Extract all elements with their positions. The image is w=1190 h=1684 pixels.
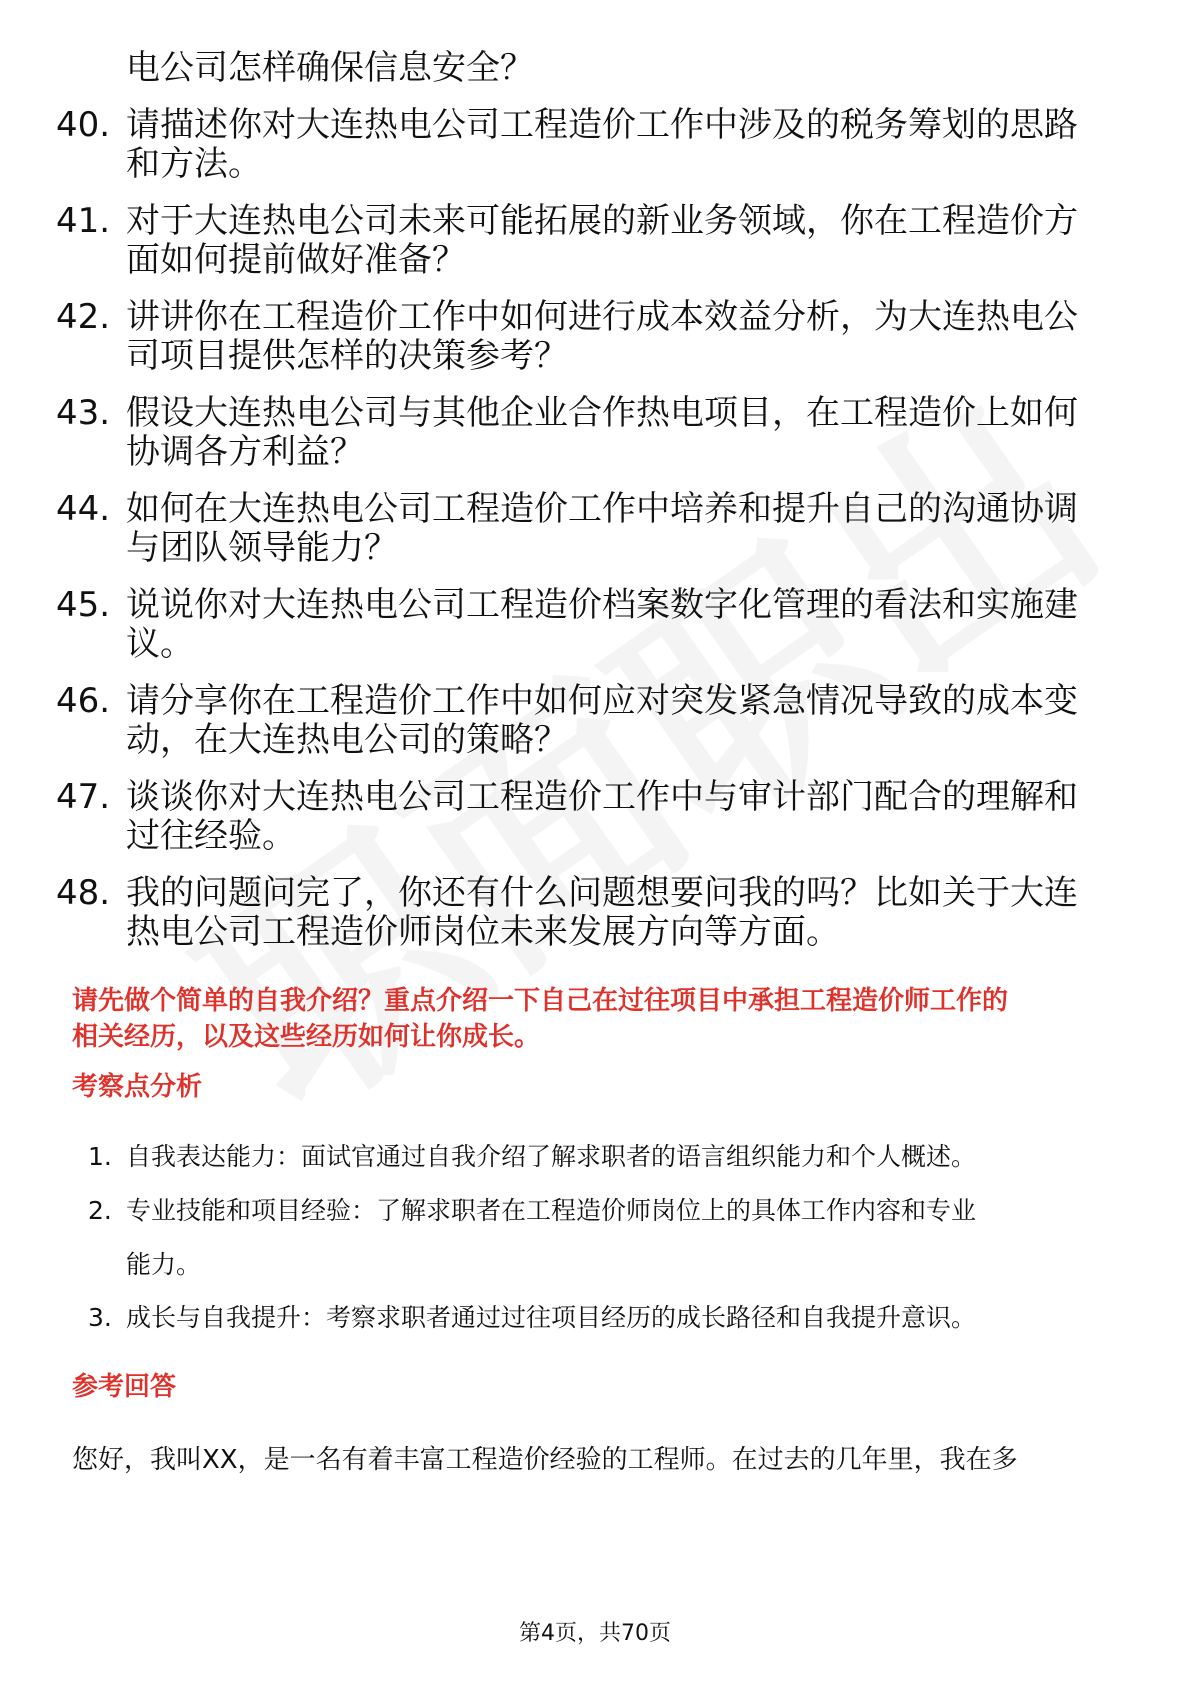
list-item-continuation bbox=[0, 140, 1190, 188]
question-number: 44. bbox=[56, 489, 111, 529]
question-text: 讲讲你在工程造价工作中如何进行成本效益分析，为大连热电公 bbox=[126, 297, 1078, 337]
list-number: 1. bbox=[88, 1142, 112, 1171]
question-number: 45. bbox=[56, 585, 111, 625]
list-item-continuation bbox=[0, 812, 1190, 860]
section-heading-answer: 参考回答 bbox=[72, 1372, 177, 1402]
question-text: 面如何提前做好准备？ bbox=[126, 240, 466, 280]
list-item-text: 专业技能和项目经验：了解求职者在工程造价师岗位上的具体工作内容和专业 bbox=[126, 1196, 977, 1225]
question-text: 议。 bbox=[126, 624, 194, 664]
question-text: 热电公司工程造价师岗位未来发展方向等方面。 bbox=[126, 912, 840, 952]
question-text: 司项目提供怎样的决策参考？ bbox=[126, 336, 568, 376]
question-text: 我的问题问完了，你还有什么问题想要问我的吗？比如关于大连 bbox=[126, 873, 1078, 913]
question-text: 假设大连热电公司与其他企业合作热电项目，在工程造价上如何 bbox=[126, 393, 1078, 433]
list-number: 2. bbox=[88, 1196, 112, 1225]
question-number: 47. bbox=[56, 777, 111, 817]
intro-question-line: 请先做个简单的自我介绍？重点介绍一下自己在过往项目中承担工程造价师工作的 bbox=[72, 986, 1009, 1016]
question-text: 与团队领导能力？ bbox=[126, 528, 398, 568]
list-item-continuation bbox=[0, 428, 1190, 476]
list-item-continuation bbox=[0, 620, 1190, 668]
question-text: 如何在大连热电公司工程造价工作中培养和提升自己的沟通协调 bbox=[126, 489, 1078, 529]
question-text: 过往经验。 bbox=[126, 816, 296, 856]
list-item-text: 自我表达能力：面试官通过自我介绍了解求职者的语言组织能力和个人概述。 bbox=[126, 1142, 977, 1171]
list-item-continuation bbox=[0, 716, 1190, 764]
list-number: 3. bbox=[88, 1303, 112, 1332]
list-item-continuation bbox=[0, 332, 1190, 380]
list-item-continuation bbox=[0, 236, 1190, 284]
question-number: 41. bbox=[56, 201, 111, 241]
section-heading-analysis: 考察点分析 bbox=[72, 1072, 203, 1102]
question-number: 48. bbox=[56, 873, 111, 913]
list-item-continuation bbox=[0, 524, 1190, 572]
question-text: 对于大连热电公司未来可能拓展的新业务领域，你在工程造价方 bbox=[126, 201, 1078, 241]
list-item-text: 能力。 bbox=[126, 1250, 202, 1279]
page-number: 第4页，共70页 bbox=[519, 1621, 671, 1646]
question-text: 请描述你对大连热电公司工程造价工作中涉及的税务筹划的思路 bbox=[126, 105, 1078, 145]
question-number: 43. bbox=[56, 393, 111, 433]
question-text: 动，在大连热电公司的策略？ bbox=[126, 720, 568, 760]
list-item-continuation bbox=[0, 908, 1190, 956]
answer-paragraph: 您好，我叫XX，是一名有着丰富工程造价经验的工程师。在过去的几年里，我在多 bbox=[72, 1445, 1018, 1475]
list-item bbox=[0, 44, 1190, 92]
question-text: 请分享你在工程造价工作中如何应对突发紧急情况导致的成本变 bbox=[126, 681, 1078, 721]
intro-question-line: 相关经历，以及这些经历如何让你成长。 bbox=[72, 1022, 541, 1052]
question-number: 46. bbox=[56, 681, 111, 721]
question-number: 40. bbox=[56, 105, 111, 145]
list-item-text: 成长与自我提升：考察求职者通过过往项目经历的成长路径和自我提升意识。 bbox=[126, 1303, 977, 1332]
question-number: 42. bbox=[56, 297, 111, 337]
question-text: 电公司怎样确保信息安全？ bbox=[126, 48, 534, 88]
question-text: 协调各方利益？ bbox=[126, 432, 364, 472]
question-text: 谈谈你对大连热电公司工程造价工作中与审计部门配合的理解和 bbox=[126, 777, 1078, 817]
question-text: 和方法。 bbox=[126, 144, 262, 184]
question-text: 说说你对大连热电公司工程造价档案数字化管理的看法和实施建 bbox=[126, 585, 1078, 625]
